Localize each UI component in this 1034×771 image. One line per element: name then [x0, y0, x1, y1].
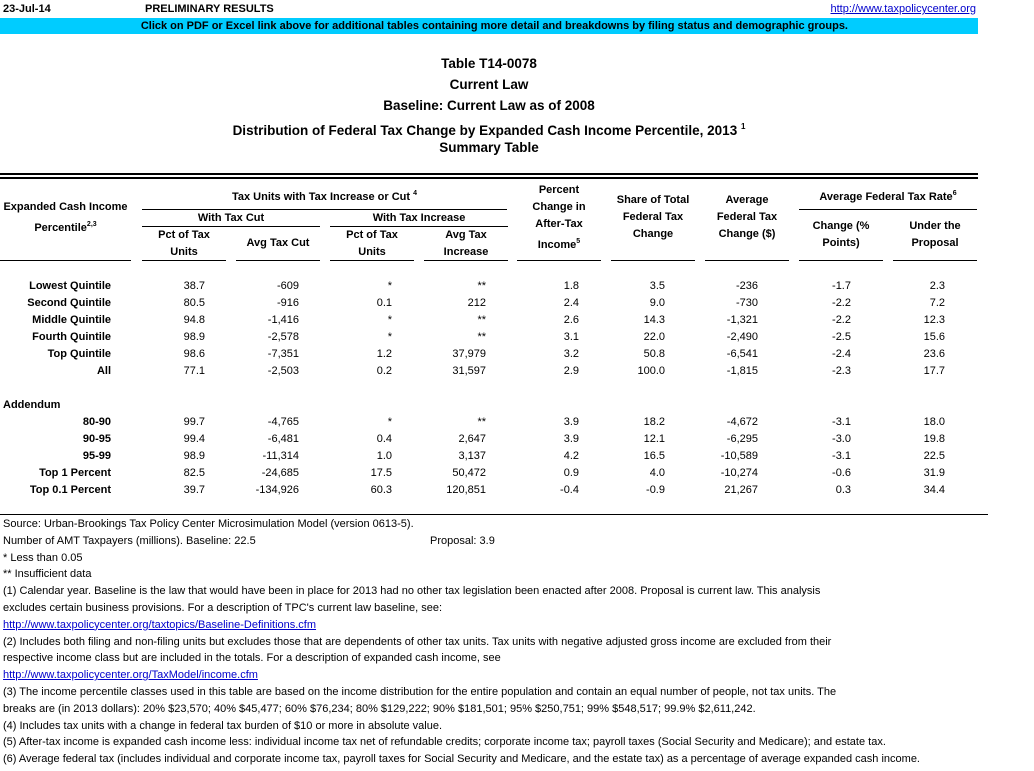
table-cell: 23.6: [923, 348, 945, 360]
table-cell: 0.4: [376, 433, 392, 445]
rule-col-label: [0, 260, 131, 261]
row-label: Top 1 Percent: [39, 467, 111, 479]
info-banner: [0, 18, 978, 34]
table-cell: 21,267: [724, 484, 758, 496]
header-percentile-text: Percentile: [34, 222, 87, 234]
table-cell: 80.5: [183, 297, 205, 309]
table-cell: -609: [276, 280, 299, 292]
table-cell: *: [387, 280, 392, 292]
top-bar: [0, 0, 980, 18]
table-cell: -2.2: [832, 297, 851, 309]
row-label: Fourth Quintile: [32, 331, 111, 343]
table-cell: -10,589: [720, 450, 758, 462]
header-avg-change-1: Average: [725, 194, 769, 206]
rule-col-2: [236, 260, 320, 261]
table-cell: 39.7: [183, 484, 205, 496]
table-cell: **: [477, 331, 486, 343]
table-cell: 1.0: [376, 450, 392, 462]
table-cell: 77.1: [183, 365, 205, 377]
table-cell: 16.5: [643, 450, 665, 462]
title-baseline: Baseline: Current Law as of 2008: [383, 98, 595, 113]
header-pct-units-cut-2: Units: [170, 246, 198, 258]
table-cell: 4.0: [649, 467, 665, 479]
table-cell: -2.2: [832, 314, 851, 326]
header-avg-federal-change: [705, 192, 789, 243]
header-rate-change-1: Change (%: [812, 220, 870, 232]
header-share-2: Federal Tax: [622, 211, 684, 223]
table-cell: -1,321: [726, 314, 758, 326]
table-cell: *: [387, 416, 392, 428]
header-share-3: Change: [632, 228, 674, 240]
table-row: [0, 414, 978, 431]
row-label: Top 0.1 Percent: [29, 484, 111, 496]
table-cell: -236: [735, 280, 758, 292]
table-cell: 18.0: [923, 416, 945, 428]
table-row: [0, 346, 978, 363]
table-cell: 2.3: [929, 280, 945, 292]
table-cell: -1.7: [832, 280, 851, 292]
baseline-definitions-link[interactable]: http://www.taxpolicycenter.org/taxtopics/Baseline-Definitions.cfm: [3, 618, 317, 631]
table-row: [0, 329, 978, 346]
table-cell: 15.6: [923, 331, 945, 343]
table-id: Table T14-0078: [441, 56, 537, 71]
header-pct-units-cut: [142, 227, 226, 261]
header-with-increase: With Tax Increase: [372, 212, 466, 224]
header-share-1: Share of Total: [616, 194, 690, 206]
table-cell: 99.4: [183, 433, 205, 445]
table-cell: 60.3: [370, 484, 392, 496]
footnotes: [3, 516, 1033, 768]
table-cell: 50,472: [452, 467, 486, 479]
note-5: (5) After-tax income is expanded cash income less: individual income tax net of refundable credits; corporate income tax; payroll taxes (Social Security and Medicare); and estate tax.: [3, 736, 886, 749]
header-with-cut: With Tax Cut: [197, 212, 265, 224]
table-cell: -11,314: [262, 450, 299, 462]
row-label: Second Quintile: [27, 297, 111, 309]
table-cell: 3.1: [563, 331, 579, 343]
report-date: 23-Jul-14: [3, 3, 51, 15]
footnote-ref-2-3: 2,3: [86, 221, 97, 228]
header-avg-inc-2: Increase: [443, 246, 489, 258]
table-cell: 50.8: [643, 348, 665, 360]
addendum-label: Addendum: [3, 399, 61, 411]
income-definition-link[interactable]: http://www.taxpolicycenter.org/TaxModel/income.cfm: [3, 669, 258, 682]
header-percentile-line2: [0, 216, 131, 237]
table-cell: 98.9: [183, 331, 205, 343]
table-cell: 18.2: [643, 416, 665, 428]
table-cell: -6,541: [726, 348, 758, 360]
table-row: [0, 295, 978, 312]
rule-col-9: [893, 260, 977, 261]
header-avg-change-2: Federal Tax: [716, 211, 778, 223]
tpc-site-link[interactable]: http://www.taxpolicycenter.org: [830, 3, 976, 15]
header-pct-change-1: Percent: [538, 184, 580, 196]
table-cell: 31,597: [452, 365, 486, 377]
note-1a: (1) Calendar year. Baseline is the law that would have been in place for 2013 had no other tax legislation been enacted after 2008. Proposal is current law. This analysis: [3, 585, 821, 598]
table-cell: 0.3: [835, 484, 851, 496]
table-cell: -3.1: [832, 416, 851, 428]
footnote-ref-6: 6: [952, 190, 957, 197]
table-cell: 19.8: [923, 433, 945, 445]
table-cell: 212: [467, 297, 486, 309]
table-cell: 34.4: [923, 484, 945, 496]
table-row: [0, 278, 978, 295]
table-cell: 37,979: [452, 348, 486, 360]
table-cell: 3.5: [649, 280, 665, 292]
table-cell: -2,503: [267, 365, 299, 377]
table-cell: 1.8: [563, 280, 579, 292]
table-cell: 0.2: [376, 365, 392, 377]
table-cell: 98.9: [183, 450, 205, 462]
table-cell: -134,926: [255, 484, 299, 496]
rule-col-5: [517, 260, 601, 261]
table-cell: 120,851: [446, 484, 486, 496]
header-pct-units-inc-2: Units: [358, 246, 386, 258]
header-pct-change-4-text: Income: [537, 239, 577, 251]
table-cell: -4,765: [267, 416, 299, 428]
header-rate-group: [799, 185, 977, 206]
note-3a: (3) The income percentile classes used in this table are based on the income distribution for the entire population and contain an equal number of people, not tax units. The: [3, 685, 837, 698]
rule-col-7: [705, 260, 789, 261]
table-cell: -4,672: [726, 416, 758, 428]
table-bottom-rule: [0, 514, 988, 515]
table-cell: -2,490: [726, 331, 758, 343]
header-pct-units-inc-1: Pct of Tax: [346, 229, 398, 241]
table-cell: -3.1: [832, 450, 851, 462]
table-cell: 2.9: [563, 365, 579, 377]
header-percentile: [0, 199, 131, 237]
table-cell: -1,416: [267, 314, 299, 326]
table-cell: 9.0: [649, 297, 665, 309]
table-cell: 3,137: [458, 450, 486, 462]
table-cell: 2,647: [458, 433, 486, 445]
table-cell: -6,481: [267, 433, 299, 445]
title-distribution: [0, 116, 978, 137]
header-share-total: [611, 192, 695, 243]
rule-col-6: [611, 260, 695, 261]
note-amt: [3, 533, 1033, 550]
table-cell: -0.4: [560, 484, 579, 496]
header-units-group: [142, 185, 507, 206]
title-current-law: Current Law: [449, 77, 529, 92]
header-rate-under-2: Proposal: [911, 237, 959, 249]
table-cell: -2.5: [832, 331, 851, 343]
header-top-rule: [0, 173, 978, 175]
table-cell: -2.4: [832, 348, 851, 360]
table-cell: 0.1: [376, 297, 392, 309]
note-insufficient: ** Insufficient data: [3, 568, 92, 581]
table-cell: -7,351: [267, 348, 299, 360]
table-row: [0, 363, 978, 380]
footnote-ref-1: 1: [740, 122, 746, 131]
header-percentile-line1: Expanded Cash Income: [3, 201, 128, 213]
table-cell: 2.6: [563, 314, 579, 326]
header-top-rule-2: [0, 177, 978, 179]
header-rate-change-2: Points): [822, 237, 860, 249]
table-cell: 82.5: [183, 467, 205, 479]
title-distribution-text: Distribution of Federal Tax Change by Expanded Cash Income Percentile, 2013: [232, 123, 738, 138]
table-cell: **: [477, 314, 486, 326]
header-rate-under-proposal: [893, 218, 977, 252]
row-label: Top Quintile: [47, 348, 111, 360]
rule-col-8: [799, 260, 883, 261]
note-2a: (2) Includes both filing and non-filing units but excludes those that are dependents of other tax units. Tax units with negative adjusted gross income are excluded from their: [3, 635, 832, 648]
table-cell: 22.0: [643, 331, 665, 343]
header-rate-group-text: Average Federal Tax Rate: [819, 191, 953, 203]
title-summary: Summary Table: [439, 140, 539, 155]
table-row: [0, 482, 978, 499]
banner-text: Click on PDF or Excel link above for additional tables containing more detail and breakdowns by filing status and demographic groups.: [140, 20, 848, 32]
addendum-row: [0, 397, 978, 414]
table-cell: 0.9: [563, 467, 579, 479]
table-cell: -6,295: [726, 433, 758, 445]
header-avg-tax-cut: Avg Tax Cut: [246, 237, 310, 249]
table-cell: 3.9: [563, 416, 579, 428]
table-cell: 31.9: [923, 467, 945, 479]
table-cell: *: [387, 331, 392, 343]
footnote-ref-5: 5: [576, 238, 581, 245]
header-pct-units-increase: [330, 227, 414, 261]
note-6: (6) Average federal tax (includes individual and corporate income tax, payroll taxes for Social Security and Medicare, and the estate tax) as a percentage of average expanded cash income.: [3, 753, 920, 766]
note-amt-proposal: Proposal: 3.9: [430, 534, 495, 547]
header-pct-change-after-tax: [517, 182, 601, 254]
table-cell: -3.0: [832, 433, 851, 445]
table-cell: 14.3: [643, 314, 665, 326]
table-cell: 17.7: [923, 365, 945, 377]
note-less-than: * Less than 0.05: [3, 551, 83, 564]
table-cell: 12.1: [643, 433, 665, 445]
table-cell: -10,274: [720, 467, 758, 479]
note-2b: respective income class but are included in the totals. For a description of expanded cash income, see: [3, 652, 501, 665]
header-pct-change-3: After-Tax: [535, 218, 583, 230]
note-1b: excludes certain business provisions. For a description of TPC's current law baseline, see:: [3, 601, 443, 614]
table-cell: **: [477, 280, 486, 292]
table-row: [0, 431, 978, 448]
rule-rate-group: [799, 209, 977, 210]
row-label: All: [96, 365, 111, 377]
table-cell: 99.7: [183, 416, 205, 428]
header-pct-change-4: [517, 233, 601, 254]
table-cell: 17.5: [370, 467, 392, 479]
table-row: [0, 465, 978, 482]
row-label: 95-99: [82, 450, 111, 462]
preliminary-label: PRELIMINARY RESULTS: [145, 3, 274, 15]
header-avg-tax-increase: [424, 227, 508, 261]
table-cell: -0.9: [646, 484, 665, 496]
row-label: 80-90: [82, 416, 111, 428]
table-cell: 12.3: [923, 314, 945, 326]
table-titles: [0, 53, 978, 158]
table-cell: -24,685: [261, 467, 299, 479]
header-pct-units-cut-1: Pct of Tax: [158, 229, 210, 241]
table-row: [0, 312, 978, 329]
row-label: Middle Quintile: [32, 314, 111, 326]
table-cell: 7.2: [929, 297, 945, 309]
table-cell: 94.8: [183, 314, 205, 326]
table-cell: 38.7: [183, 280, 205, 292]
header-pct-change-2: Change in: [532, 201, 586, 213]
header-avg-change-3: Change ($): [718, 228, 776, 240]
footnote-ref-4: 4: [413, 190, 418, 197]
table-cell: -916: [276, 297, 299, 309]
header-units-group-text: Tax Units with Tax Increase or Cut: [231, 191, 411, 203]
table-row: [0, 448, 978, 465]
table-cell: -1,815: [726, 365, 758, 377]
note-4: (4) Includes tax units with a change in federal tax burden of $10 or more in absolute value.: [3, 719, 443, 732]
table-cell: -730: [735, 297, 758, 309]
table-cell: 100.0: [637, 365, 665, 377]
header-rate-change: [799, 218, 883, 252]
row-label: 90-95: [82, 433, 111, 445]
table-cell: 3.9: [563, 433, 579, 445]
table-cell: 4.2: [563, 450, 579, 462]
header-rate-under-1: Under the: [909, 220, 961, 232]
table-cell: -0.6: [832, 467, 851, 479]
note-3b: breaks are (in 2013 dollars): 20% $23,570; 40% $45,477; 60% $76,234; 80% $129,222; 90% $181,501; 95% $250,751; 99% $548,517; 99.9% $2,611,242.: [3, 702, 756, 715]
table-cell: 98.6: [183, 348, 205, 360]
table-cell: 2.4: [563, 297, 579, 309]
note-amt-baseline: Number of AMT Taxpayers (millions). Baseline: 22.5: [3, 534, 256, 547]
table-cell: -2,578: [267, 331, 299, 343]
table-cell: 1.2: [376, 348, 392, 360]
header-avg-inc-1: Avg Tax: [445, 229, 487, 241]
table-cell: 22.5: [923, 450, 945, 462]
note-source: Source: Urban-Brookings Tax Policy Center Microsimulation Model (version 0613-5).: [3, 518, 414, 530]
table-cell: *: [387, 314, 392, 326]
table-cell: 3.2: [563, 348, 579, 360]
table-cell: -2.3: [832, 365, 851, 377]
table-cell: **: [477, 416, 486, 428]
row-label: Lowest Quintile: [29, 280, 111, 292]
